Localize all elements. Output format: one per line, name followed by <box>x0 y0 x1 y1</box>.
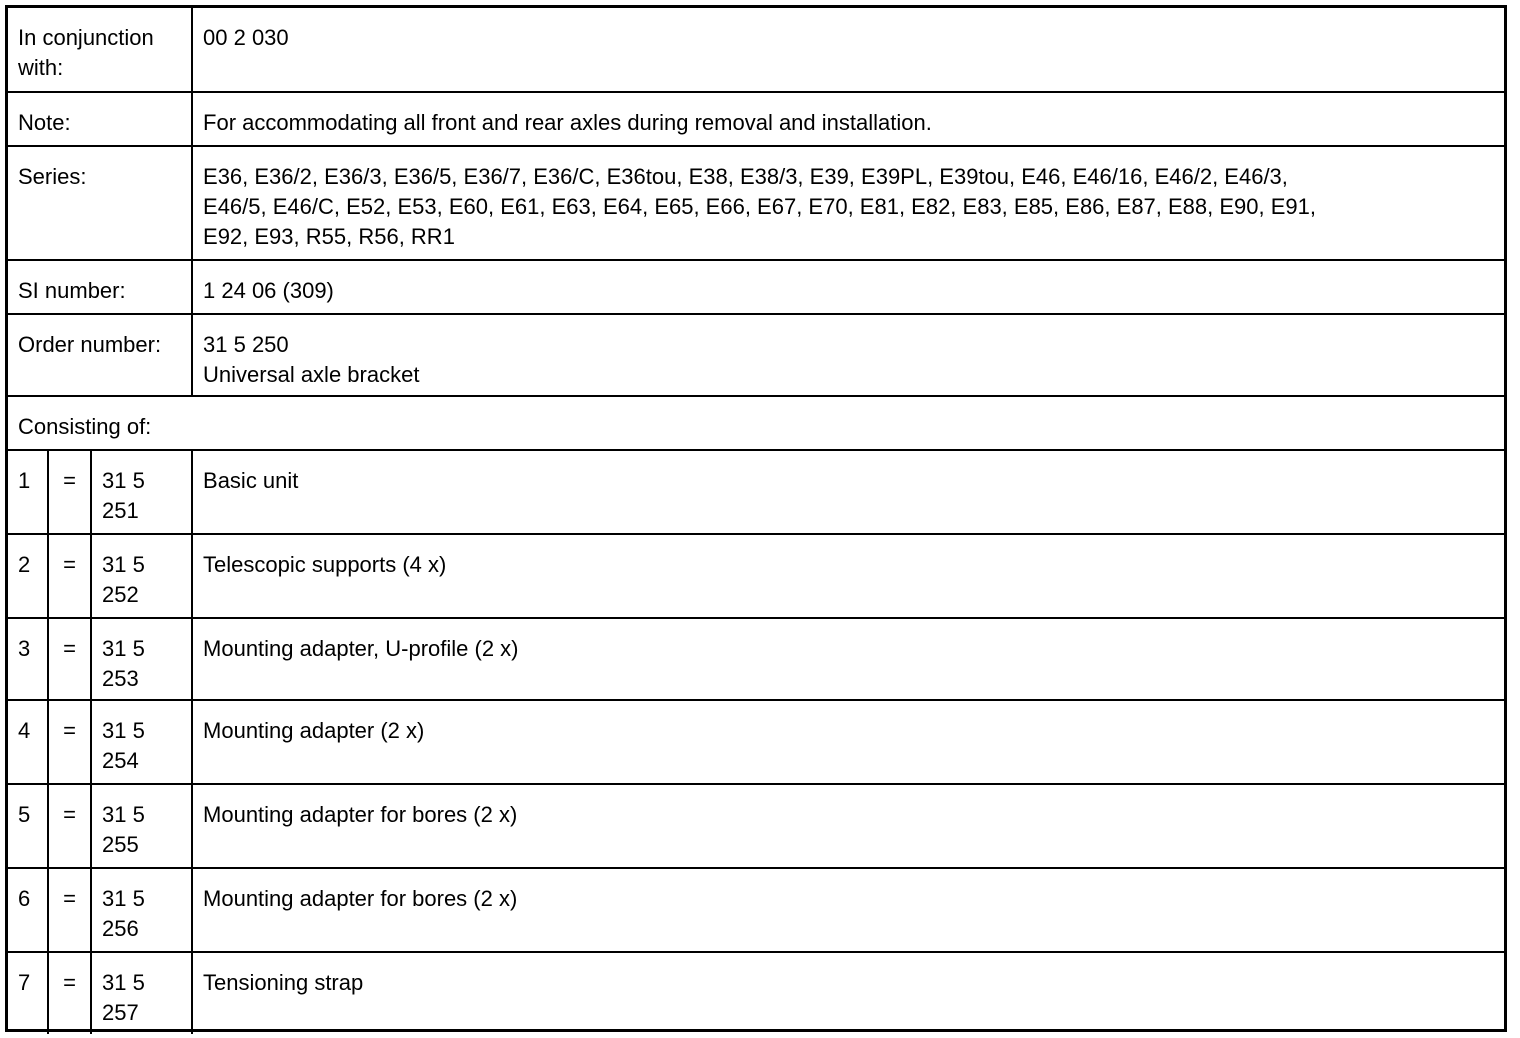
part-index: 3 <box>8 618 48 700</box>
si-number-value: 1 24 06 (309) <box>192 260 1504 314</box>
part-index: 2 <box>8 534 48 618</box>
part-index: 7 <box>8 952 48 1034</box>
part-row <box>8 952 1504 1034</box>
part-description: Tensioning strap <box>192 952 1504 1034</box>
part-row <box>8 868 1504 952</box>
part-number: 31 5 254 <box>91 700 192 784</box>
part-equals-sign: = <box>48 618 91 700</box>
order-number-label: Order number: <box>8 314 192 396</box>
part-number: 31 5 255 <box>91 784 192 868</box>
special-tool-sheet <box>5 5 1507 1032</box>
part-row <box>8 534 1504 618</box>
series-value: E36, E36/2, E36/3, E36/5, E36/7, E36/C, E36tou, E38, E38/3, E39, E39PL, E39tou, E46, E46/16, E46/2, E46/3, E46/5, E46/C, E52, E53, E60, E61, E63, E64, E65, E66, E67, E70, E81, E82, E83, E85, E86, E87, E88, E90, E91, E92, E93, R55, R56, RR1 <box>192 146 1504 260</box>
part-equals-sign: = <box>48 784 91 868</box>
part-equals-sign: = <box>48 450 91 534</box>
order-number-row <box>8 314 1504 396</box>
part-index: 5 <box>8 784 48 868</box>
conjunction-row <box>8 8 1504 92</box>
part-description: Basic unit <box>192 450 1504 534</box>
part-equals-sign: = <box>48 952 91 1034</box>
part-row <box>8 784 1504 868</box>
conjunction-label: In conjunction with: <box>8 8 192 92</box>
part-number: 31 5 252 <box>91 534 192 618</box>
note-row <box>8 92 1504 146</box>
part-equals-sign: = <box>48 868 91 952</box>
part-description: Mounting adapter, U-profile (2 x) <box>192 618 1504 700</box>
part-number: 31 5 257 <box>91 952 192 1034</box>
order-number-value: 31 5 250 Universal axle bracket <box>192 314 1504 396</box>
part-description: Mounting adapter (2 x) <box>192 700 1504 784</box>
si-number-row <box>8 260 1504 314</box>
consisting-row <box>8 396 1504 450</box>
part-equals-sign: = <box>48 534 91 618</box>
part-index: 1 <box>8 450 48 534</box>
consisting-label: Consisting of: <box>8 396 1504 450</box>
si-number-label: SI number: <box>8 260 192 314</box>
part-row <box>8 618 1504 700</box>
part-number: 31 5 256 <box>91 868 192 952</box>
note-label: Note: <box>8 92 192 146</box>
part-row <box>8 700 1504 784</box>
part-index: 4 <box>8 700 48 784</box>
series-label: Series: <box>8 146 192 260</box>
part-index: 6 <box>8 868 48 952</box>
note-value: For accommodating all front and rear axles during removal and installation. <box>192 92 1504 146</box>
part-description: Telescopic supports (4 x) <box>192 534 1504 618</box>
series-row <box>8 146 1504 260</box>
part-number: 31 5 253 <box>91 618 192 700</box>
part-equals-sign: = <box>48 700 91 784</box>
part-row <box>8 450 1504 534</box>
part-description: Mounting adapter for bores (2 x) <box>192 784 1504 868</box>
tool-info-table <box>8 8 1504 1034</box>
conjunction-value: 00 2 030 <box>192 8 1504 92</box>
part-description: Mounting adapter for bores (2 x) <box>192 868 1504 952</box>
part-number: 31 5 251 <box>91 450 192 534</box>
